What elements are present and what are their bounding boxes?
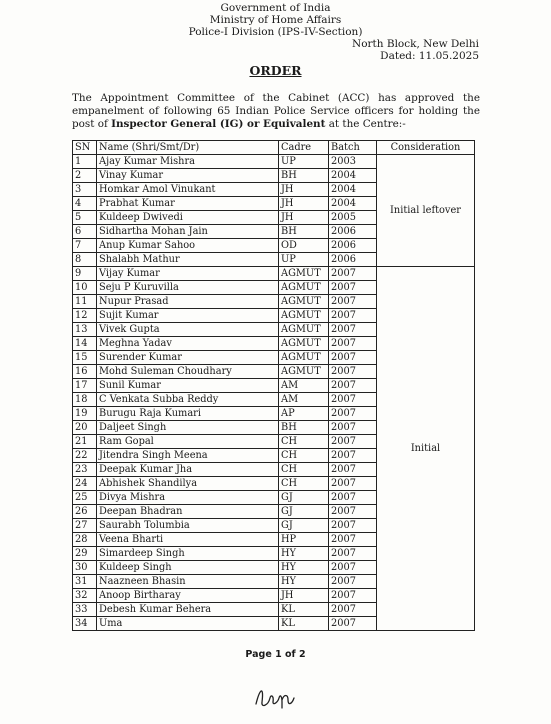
cell-cadre: JH [279,183,329,197]
cell-batch: 2007 [329,379,377,393]
cell-batch: 2006 [329,239,377,253]
signature [252,682,300,716]
cell-batch: 2007 [329,393,377,407]
cell-cadre: HP [279,533,329,547]
cell-name: Simardeep Singh [97,547,279,561]
cell-sn: 5 [73,211,97,225]
cell-cadre: UP [279,253,329,267]
cell-name: Abhishek Shandilya [97,477,279,491]
cell-cadre: HY [279,547,329,561]
cell-sn: 26 [73,505,97,519]
cell-sn: 32 [73,589,97,603]
cell-batch: 2003 [329,155,377,169]
cell-sn: 20 [73,421,97,435]
cell-cadre: BH [279,421,329,435]
cell-cadre: AGMUT [279,351,329,365]
cell-cadre: GJ [279,519,329,533]
cell-batch: 2007 [329,519,377,533]
cell-cadre: KL [279,617,329,631]
cell-batch: 2007 [329,365,377,379]
cell-name: Deepak Kumar Jha [97,463,279,477]
cell-cadre: BH [279,225,329,239]
cell-name: Deepan Bhadran [97,505,279,519]
cell-name: Ajay Kumar Mishra [97,155,279,169]
cell-cadre: CH [279,449,329,463]
signature-mark [252,682,300,712]
cell-name: Kuldeep Dwivedi [97,211,279,225]
cell-name: Anoop Birtharay [97,589,279,603]
cell-cadre: AGMUT [279,337,329,351]
cell-cadre: BH [279,169,329,183]
cell-sn: 11 [73,295,97,309]
cell-name: Vinay Kumar [97,169,279,183]
header-sn: SN [73,141,97,155]
cell-batch: 2007 [329,533,377,547]
cell-cadre: AP [279,407,329,421]
cell-batch: 2007 [329,575,377,589]
cell-sn: 3 [73,183,97,197]
cell-name: Divya Mishra [97,491,279,505]
cell-sn: 14 [73,337,97,351]
cell-cadre: UP [279,155,329,169]
govt-line: Government of India [220,2,331,14]
cell-cadre: KL [279,603,329,617]
officers-table [72,140,475,631]
cell-cadre: AGMUT [279,323,329,337]
cell-sn: 2 [73,169,97,183]
cell-batch: 2007 [329,323,377,337]
cell-name: Debesh Kumar Behera [97,603,279,617]
date-line: Dated: 11.05.2025 [380,50,479,62]
cell-name: Sujit Kumar [97,309,279,323]
cell-name: Jitendra Singh Meena [97,449,279,463]
document-title: ORDER [249,63,302,78]
cell-batch: 2007 [329,561,377,575]
table-row [73,155,475,169]
consideration-group: Initial leftover [377,155,475,267]
cell-cadre: HY [279,575,329,589]
cell-sn: 9 [73,267,97,281]
cell-name: Kuldeep Singh [97,561,279,575]
cell-batch: 2004 [329,197,377,211]
cell-batch: 2006 [329,253,377,267]
cell-cadre: AM [279,379,329,393]
table-body [73,155,475,631]
cell-batch: 2007 [329,435,377,449]
cell-cadre: JH [279,197,329,211]
cell-batch: 2004 [329,169,377,183]
location-line: North Block, New Delhi [352,38,479,50]
cell-batch: 2005 [329,211,377,225]
cell-sn: 31 [73,575,97,589]
cell-sn: 17 [73,379,97,393]
cell-sn: 27 [73,519,97,533]
cell-name: Sidhartha Mohan Jain [97,225,279,239]
cell-batch: 2007 [329,281,377,295]
cell-cadre: CH [279,463,329,477]
cell-sn: 23 [73,463,97,477]
cell-batch: 2007 [329,337,377,351]
cell-sn: 19 [73,407,97,421]
cell-name: Uma [97,617,279,631]
cell-sn: 8 [73,253,97,267]
cell-name: Nupur Prasad [97,295,279,309]
cell-sn: 16 [73,365,97,379]
cell-cadre: AGMUT [279,309,329,323]
cell-name: Shalabh Mathur [97,253,279,267]
cell-name: Naazneen Bhasin [97,575,279,589]
cell-cadre: JH [279,211,329,225]
cell-name: Saurabh Tolumbia [97,519,279,533]
cell-name: Vivek Gupta [97,323,279,337]
cell-sn: 21 [73,435,97,449]
cell-cadre: HY [279,561,329,575]
cell-batch: 2007 [329,309,377,323]
cell-batch: 2007 [329,421,377,435]
cell-batch: 2007 [329,547,377,561]
cell-cadre: GJ [279,505,329,519]
cell-batch: 2007 [329,449,377,463]
cell-name: Prabhat Kumar [97,197,279,211]
cell-batch: 2004 [329,183,377,197]
cell-sn: 30 [73,561,97,575]
cell-batch: 2007 [329,267,377,281]
cell-name: Homkar Amol Vinukant [97,183,279,197]
cell-batch: 2007 [329,491,377,505]
cell-cadre: AGMUT [279,365,329,379]
division-line: Police-I Division (IPS-IV-Section) [188,26,363,38]
cell-sn: 25 [73,491,97,505]
cell-cadre: GJ [279,491,329,505]
cell-batch: 2007 [329,351,377,365]
cell-cadre: OD [279,239,329,253]
cell-sn: 15 [73,351,97,365]
cell-name: C Venkata Subba Reddy [97,393,279,407]
cell-cadre: AGMUT [279,281,329,295]
consideration-group: Initial [377,267,475,631]
cell-name: Burugu Raja Kumari [97,407,279,421]
cell-batch: 2007 [329,589,377,603]
cell-cadre: AM [279,393,329,407]
cell-name: Sunil Kumar [97,379,279,393]
ministry-line: Ministry of Home Affairs [209,14,342,26]
cell-name: Surender Kumar [97,351,279,365]
cell-sn: 18 [73,393,97,407]
cell-batch: 2007 [329,617,377,631]
cell-sn: 13 [73,323,97,337]
cell-cadre: JH [279,589,329,603]
cell-batch: 2007 [329,505,377,519]
cell-sn: 34 [73,617,97,631]
cell-cadre: AGMUT [279,267,329,281]
cell-sn: 7 [73,239,97,253]
cell-name: Mohd Suleman Choudhary [97,365,279,379]
cell-batch: 2007 [329,295,377,309]
cell-cadre: CH [279,435,329,449]
intro-paragraph [72,92,480,131]
table-row [73,267,475,281]
cell-sn: 12 [73,309,97,323]
cell-sn: 28 [73,533,97,547]
cell-sn: 22 [73,449,97,463]
cell-cadre: AGMUT [279,295,329,309]
cell-batch: 2007 [329,407,377,421]
cell-sn: 29 [73,547,97,561]
cell-name: Seju P Kuruvilla [97,281,279,295]
cell-batch: 2007 [329,603,377,617]
cell-sn: 6 [73,225,97,239]
cell-sn: 10 [73,281,97,295]
header-consideration: Consideration [377,141,475,155]
header-cadre: Cadre [279,141,329,155]
header-name: Name (Shri/Smt/Dr) [97,141,279,155]
cell-batch: 2006 [329,225,377,239]
intro-text-2: at the Centre:- [325,118,406,130]
intro-text-1: The Appointment Committee of the Cabinet (ACC) has approved the empanelment of following 65 Indian Police Service officers for holding the post of [72,92,480,130]
cell-sn: 1 [73,155,97,169]
cell-sn: 24 [73,477,97,491]
cell-name: Daljeet Singh [97,421,279,435]
cell-name: Vijay Kumar [97,267,279,281]
page-number: Page 1 of 2 [245,649,306,660]
cell-sn: 33 [73,603,97,617]
cell-cadre: CH [279,477,329,491]
intro-post-bold: Inspector General (IG) or Equivalent [111,118,326,130]
cell-name: Anup Kumar Sahoo [97,239,279,253]
cell-sn: 4 [73,197,97,211]
cell-name: Meghna Yadav [97,337,279,351]
table-header-row [73,141,475,155]
cell-batch: 2007 [329,463,377,477]
cell-name: Veena Bharti [97,533,279,547]
header-batch: Batch [329,141,377,155]
cell-name: Ram Gopal [97,435,279,449]
cell-batch: 2007 [329,477,377,491]
